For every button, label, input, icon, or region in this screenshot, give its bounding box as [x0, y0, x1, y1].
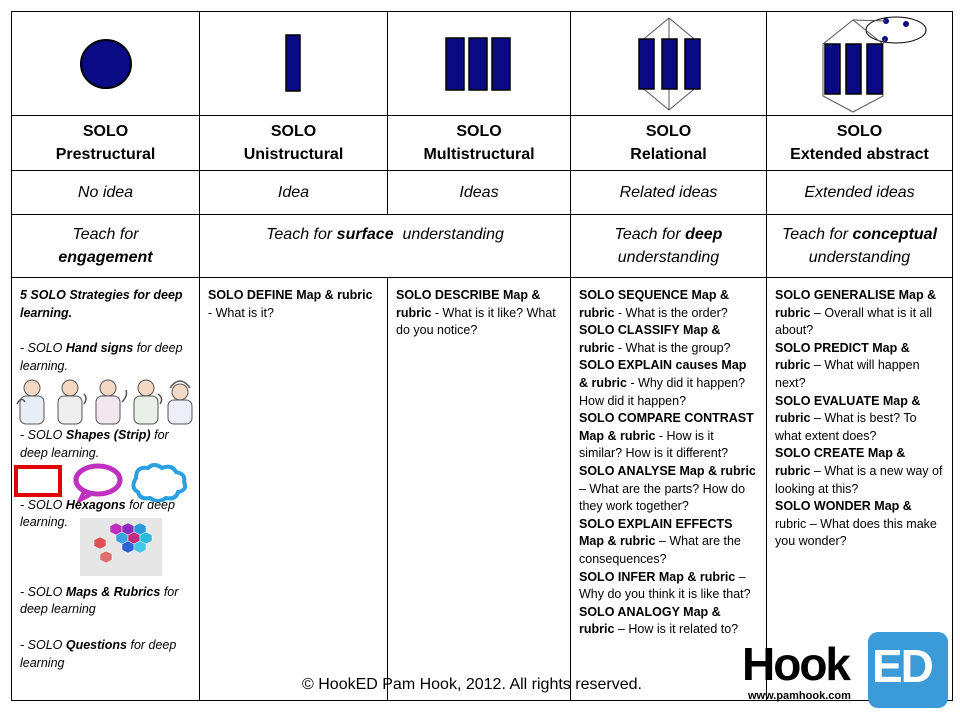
- strategy-shapes: - SOLO Shapes (Strip) for deep learning.: [20, 428, 169, 460]
- multistructural-maps-cell: [388, 278, 571, 701]
- prestructural-icon-cell: [12, 12, 200, 116]
- hand-signs-image: [12, 374, 194, 426]
- map-entry: SOLO DEFINE Map & rubric - What is it?: [208, 288, 373, 320]
- unistructural-icon-cell: [200, 12, 388, 116]
- map-entry: SOLO SEQUENCE Map & rubric - What is the order?: [579, 288, 730, 320]
- relational-icon-cell: [571, 12, 767, 116]
- three-bars-icon: [442, 34, 516, 94]
- idea-extended-abstract: Extended ideas: [767, 171, 953, 215]
- extended-bars-icon: [790, 14, 930, 114]
- strategies-heading: 5 SOLO Strategies for deep learning.: [20, 288, 183, 320]
- title-row: [12, 116, 953, 171]
- map-entry: SOLO DESCRIBE Map & rubric - What is it like? What do you notice?: [396, 288, 556, 338]
- multistructural-icon-cell: [388, 12, 571, 116]
- map-entry: SOLO WONDER Map & rubric – What does this make you wonder?: [775, 499, 937, 549]
- teach-row: [12, 215, 953, 278]
- extended-abstract-icon-cell: [767, 12, 953, 116]
- relational-maps-cell: [571, 278, 767, 701]
- logo-ed-box: [868, 632, 948, 708]
- strategy-maps-rubrics: - SOLO Maps & Rubrics for deep learning: [20, 584, 179, 617]
- strategy-hexagons: - SOLO Hexagons for deep learning.: [20, 497, 175, 530]
- map-entry: SOLO CREATE Map & rubric – What is a new way of looking at this?: [775, 446, 943, 496]
- teach-deep: Teach for deep understanding: [571, 215, 767, 278]
- logo-url: www.pamhook.com: [748, 690, 851, 702]
- unistructural-maps-cell: [200, 278, 388, 701]
- map-entry: SOLO GENERALISE Map & rubric – Overall what is it all about?: [775, 288, 937, 338]
- hexagons-image: [80, 518, 162, 576]
- solo-table: [11, 11, 953, 701]
- logo-hook-text: Hook: [742, 638, 849, 690]
- hooked-logo: [742, 632, 948, 708]
- idea-multistructural: Ideas: [388, 171, 571, 215]
- map-entry: SOLO ANALYSE Map & rubric – What are the parts? How do they work together?: [579, 463, 756, 514]
- copyright-footer: © HookED Pam Hook, 2012. All rights reserved.: [302, 676, 642, 693]
- map-entry: SOLO ANALOGY Map & rubric – How is it related to?: [579, 604, 739, 637]
- strategy-hand-signs: - SOLO Hand signs for deep learning.: [20, 341, 183, 373]
- level-title-unistructural: SOLO Unistructural: [200, 116, 388, 171]
- shapes-strip-image: [14, 462, 192, 502]
- level-title-relational: SOLO Relational: [571, 116, 767, 171]
- map-entry: SOLO CLASSIFY Map & rubric - What is the group?: [579, 323, 731, 355]
- single-bar-icon: [279, 32, 309, 96]
- idea-relational: Related ideas: [571, 171, 767, 215]
- teach-conceptual: Teach for conceptual understanding: [767, 215, 953, 278]
- linked-bars-icon: [633, 15, 705, 113]
- circle-icon: [76, 34, 136, 94]
- idea-unistructural: Idea: [200, 171, 388, 215]
- level-title-multistructural: SOLO Multistructural: [388, 116, 571, 171]
- map-entry: SOLO EXPLAIN causes Map & rubric - Why did it happen? How did it happen?: [579, 358, 747, 408]
- map-entry: SOLO PREDICT Map & rubric – What will happen next?: [775, 340, 920, 390]
- teach-engagement: Teach for engagement: [12, 215, 200, 278]
- icon-row: [12, 12, 953, 116]
- map-entry: SOLO COMPARE CONTRAST Map & rubric - How is it similar? How is it different?: [579, 411, 754, 461]
- map-entry: SOLO INFER Map & rubric – Why do you think it is like that?: [579, 569, 751, 602]
- logo-ed-text: ED: [872, 640, 932, 692]
- level-title-prestructural: SOLO Prestructural: [12, 116, 200, 171]
- teach-surface: Teach for surface understanding: [200, 215, 571, 278]
- strategy-questions: - SOLO Questions for deep learning: [20, 637, 177, 670]
- map-entry: SOLO EXPLAIN EFFECTS Map & rubric – What are the consequences?: [579, 516, 741, 566]
- idea-row: [12, 171, 953, 215]
- idea-prestructural: No idea: [12, 171, 200, 215]
- map-entry: SOLO EVALUATE Map & rubric – What is best? To what extent does?: [775, 393, 921, 443]
- level-title-extended-abstract: SOLO Extended abstract: [767, 116, 953, 171]
